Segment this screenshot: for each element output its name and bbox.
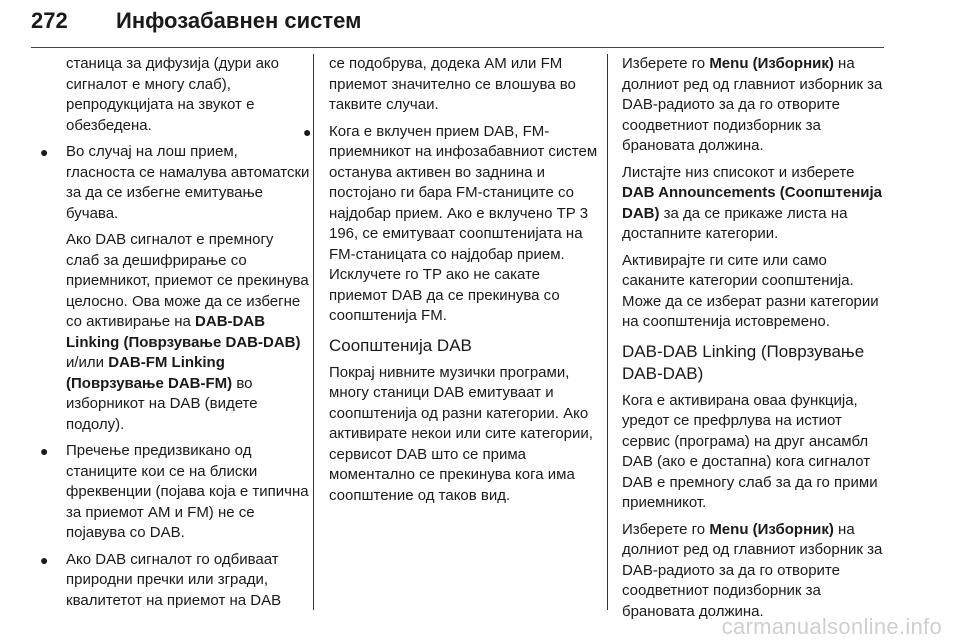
bullet-item: ● Кога е вклучен прием DAB, FM-приемникот на инфозабавниот систем останува активен во заднина и постојано ги бара FM-станиците со најдобар прием. Ако е вклучено TP 3 196, се емитуваат соопштенијата на FM-станицата со најдобар прием. Исклучете го TP ако не сакате приемот DAB да се прекинува со соопштенија FM. [303,122,598,324]
column-divider-2 [607,54,608,610]
bullet-icon: ● [40,443,49,459]
paragraph: се подобрува, додека AM или FM приемот значително се влошува во таквите случаи. [329,55,576,113]
column-3 [622,54,887,628]
paragraph: Листајте низ списокот и изберете DAB Announcements (Соопштенија DAB) за да се прикаже листа на достапните категории. [622,163,882,242]
section-heading: DAB-DAB Linking (Поврзување DAB-DAB) [622,341,865,383]
menu-label: DAB-DAB Linking (Поврзување DAB-DAB) [66,313,301,351]
menu-label: Menu (Изборник) [709,55,834,72]
bullet-icon: ● [303,123,312,140]
page-number: 272 [31,8,68,33]
paragraph: Кога е активирана оваа функција, уредот се префрлува на истиот сервис (програма) на друг ансамбл DAB (ако е достапна) кога сигналот DAB е премногу слаб за да го прими приемникот. [622,391,878,511]
menu-label: DAB Announcements (Соопштенија DAB) [622,184,882,222]
paragraph: станица за дифузија (дури ако сигналот е многу слаб), репродукцијата на звукот е обезбедена. [66,55,279,134]
bullet-icon: ● [40,144,49,160]
page-reference-icon[interactable]: 3 [579,204,589,222]
watermark: carmanualsonline.info [721,614,942,639]
page-title: Инфозабавнен систем [116,8,362,33]
section-heading: Соопштенија DAB [329,335,472,355]
paragraph: Ако DAB сигналот е премногу слаб за дешифрирање со приемникот, приемот се прекинува целосно. Ова може да се избегне со активирање на DAB-DAB Linking (Поврзување DAB-DAB) и/или DAB-FM Linking (Поврзување DAB-FM) во изборникот на DAB (видете подолу). [66,231,309,433]
column-2 [303,54,599,512]
paragraph: Покрај нивните музички програми, многу станици DAB емитуваат и соопштенија од разни категории. Ако активирате некои или сите категории, сервисот DAB што се прима моментално се прекинува кога има соопштение од таков вид. [329,363,593,504]
menu-label: Menu (Изборник) [709,520,834,538]
bullet-text: Ако DAB сигналот го одбиваат природни пречки или згради, квалитетот на приемот на DAB [66,550,282,609]
bullet-icon: ● [40,551,49,568]
menu-label: DAB-FM Linking (Поврзување DAB-FM) [66,354,233,392]
bullet-item [40,441,310,544]
bullet-text: Во случај на лош прием, гласноста се намалува автоматски за да се избегне емитување бучава. [66,143,310,222]
bullet-text: Пречење предизвикано од станиците кои се на блиски фреквенции (појава која е типична за приемот AM и FM) не се појавува со DAB. [66,442,309,541]
column-1 [40,54,310,617]
bullet-item [40,550,310,612]
header-rule [31,47,884,48]
bullet-item [40,142,310,224]
column-divider-1 [313,54,314,610]
paragraph: Изберете го Menu (Изборник) на долниот ред од главниот изборник за DAB-радиото за да го отворите соодветниот подизборник за брановата должина. [622,520,883,620]
paragraph: Активирајте ги сите или само саканите категории соопштенија. Може да се изберат разни категории на соопштенија истовремено. [622,251,879,330]
paragraph: Изберете го Menu (Изборник) на долниот ред од главниот изборник за DAB-радиото за да го отворите соодветниот подизборник за брановата должина. [622,55,883,154]
page-header [31,8,361,48]
